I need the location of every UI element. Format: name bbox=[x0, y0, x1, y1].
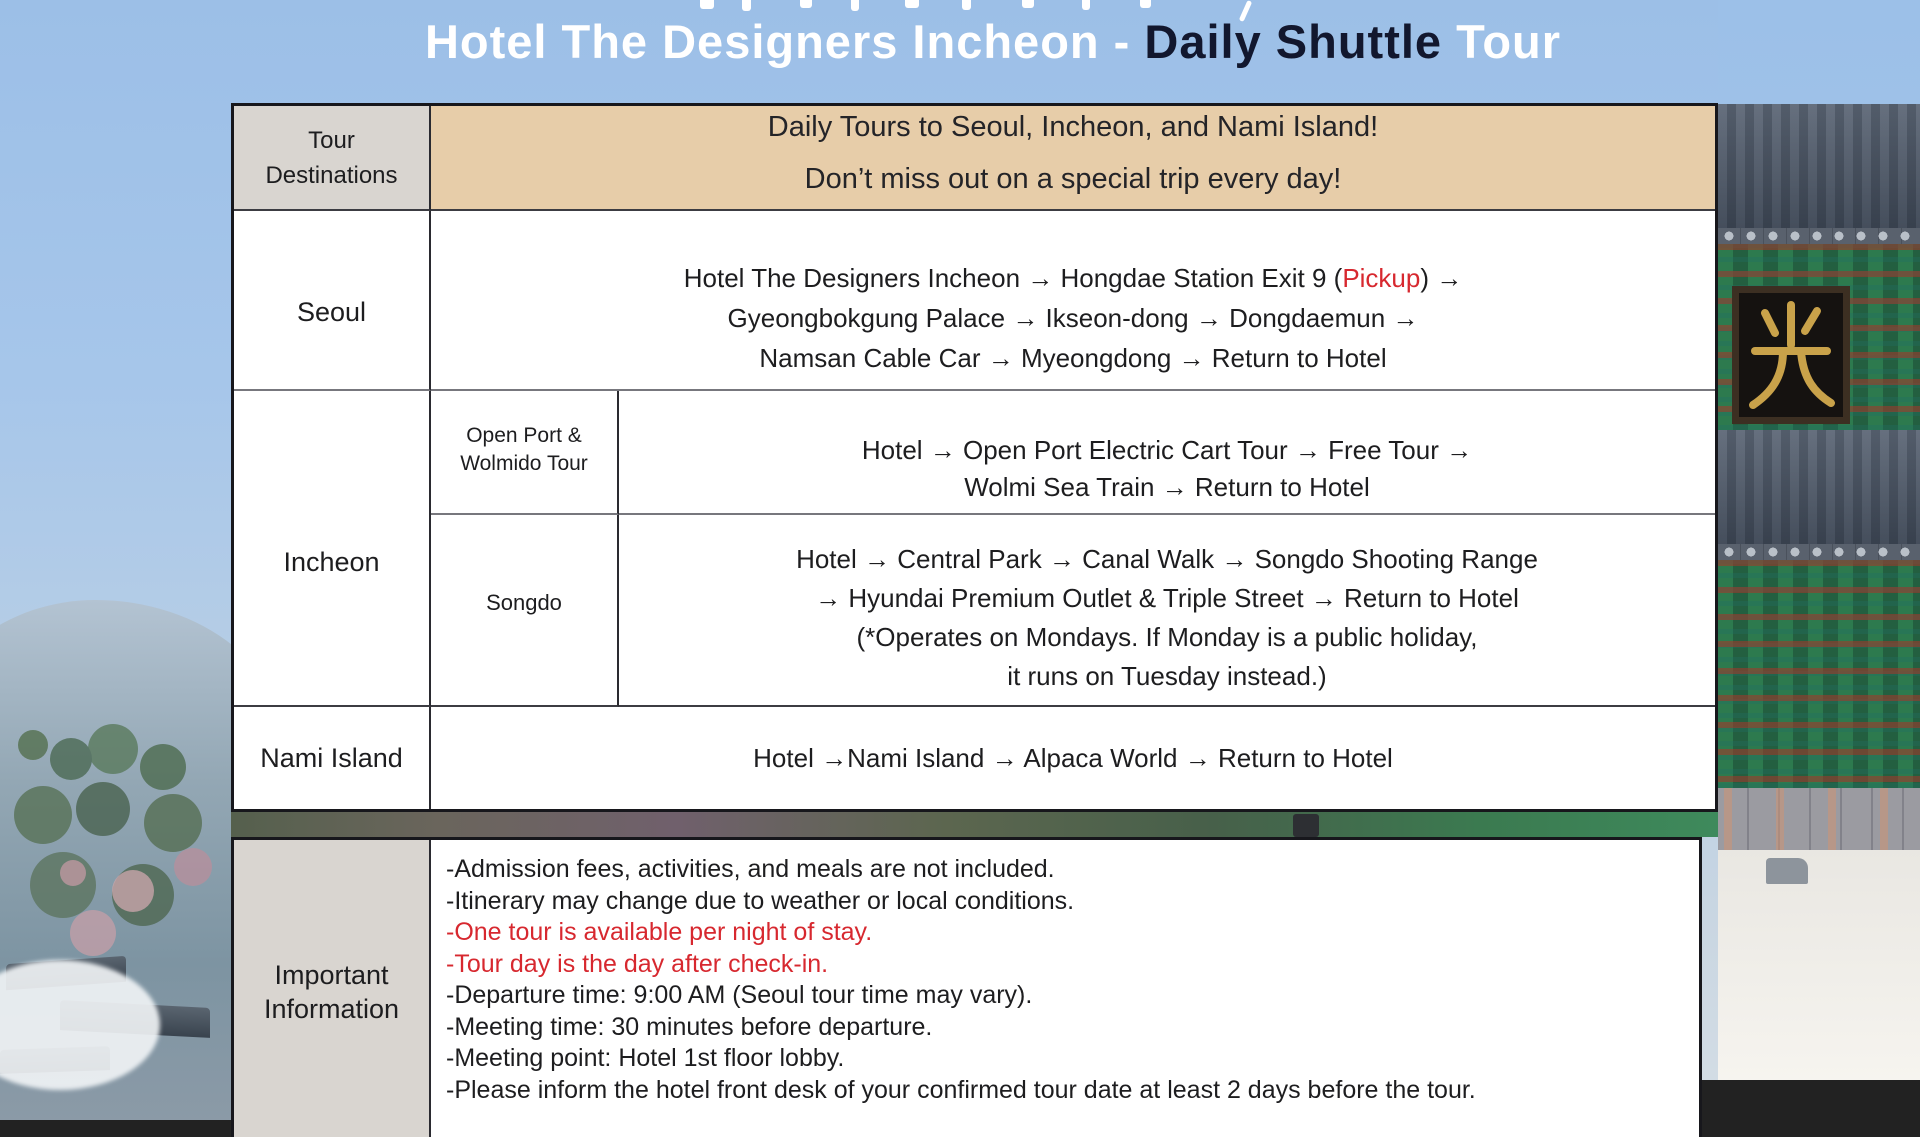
nami-line1: Hotel →Nami Island → Alpaca World → Return to Hotel bbox=[753, 742, 1393, 773]
seoul-line1-pre: Hotel The Designers Incheon → Hongdae Station Exit 9 ( bbox=[683, 263, 1343, 293]
palace-brick-band bbox=[1718, 788, 1920, 850]
open-port-line2: Wolmi Sea Train → Return to Hotel bbox=[964, 472, 1370, 502]
blossom-trees bbox=[60, 860, 86, 886]
important-info-text-cell bbox=[431, 840, 1699, 1137]
mountain-photo bbox=[0, 560, 238, 1080]
seoul-label-cell bbox=[234, 211, 431, 391]
info-line: -Please inform the hotel front desk of your confirmed tour date at least 2 days before the tour. bbox=[446, 1075, 1476, 1104]
info-line: -Admission fees, activities, and meals are not included. bbox=[446, 855, 1055, 883]
open-port-line1: Hotel → Open Port Electric Cart Tour → Free Tour → bbox=[861, 435, 1473, 465]
songdo-line1: Hotel → Central Park → Canal Walk → Songdo Shooting Range bbox=[796, 544, 1538, 574]
palace-wall bbox=[1718, 850, 1920, 1080]
nami-itinerary-cell bbox=[431, 707, 1715, 809]
important-info-label-line2: Information bbox=[263, 994, 400, 1024]
tour-table bbox=[231, 103, 1718, 812]
incheon-label: Incheon bbox=[283, 546, 380, 577]
important-info-label-line1: Important bbox=[274, 960, 389, 990]
important-info-label-cell bbox=[234, 840, 431, 1137]
open-port-itinerary-cell bbox=[619, 391, 1715, 515]
palace-roof-upper bbox=[1718, 104, 1920, 236]
palace-roof-lower bbox=[1718, 430, 1920, 552]
incheon-label-cell bbox=[234, 391, 431, 707]
seoul-line1-pickup: Pickup bbox=[1342, 263, 1421, 293]
header-label-line1: Tour bbox=[308, 126, 355, 154]
info-line: -Itinerary may change due to weather or local conditions. bbox=[446, 886, 1075, 915]
palace-plaque bbox=[1732, 286, 1850, 424]
nami-label: Nami Island bbox=[260, 742, 403, 773]
songdo-line4: it runs on Tuesday instead.) bbox=[1007, 661, 1327, 691]
songdo-label-cell bbox=[431, 515, 619, 707]
banner-line2: Don’t miss out on a special trip every day! bbox=[804, 162, 1342, 195]
seoul-line3: Namsan Cable Car → Myeongdong → Return to Hotel bbox=[759, 343, 1387, 373]
tour-destinations-header-cell bbox=[234, 106, 431, 211]
title-daily-shuttle: Daily Shuttle bbox=[1144, 15, 1443, 68]
info-line: -Departure time: 9:00 AM (Seoul tour time may vary). bbox=[446, 981, 1033, 1009]
songdo-label: Songdo bbox=[486, 589, 562, 615]
seoul-line1-post: ) → bbox=[1420, 263, 1463, 293]
banner-cell bbox=[431, 106, 1715, 211]
poster-title bbox=[66, 14, 1920, 69]
header-label-line2: Destinations bbox=[265, 161, 398, 189]
info-line: -Meeting point: Hotel 1st floor lobby. bbox=[446, 1044, 845, 1072]
songdo-line3: (*Operates on Mondays. If Monday is a public holiday, bbox=[856, 622, 1478, 652]
songdo-line2: → Hyundai Premium Outlet & Triple Street → Return to Hotel bbox=[815, 583, 1519, 613]
palace-eaves-lower bbox=[1718, 560, 1920, 788]
open-port-label-line1: Open Port & bbox=[466, 424, 582, 447]
wall-spout bbox=[1766, 858, 1808, 884]
photo-strip bbox=[231, 812, 1718, 837]
seoul-itinerary-cell bbox=[431, 211, 1715, 391]
open-port-label-line2: Wolmido Tour bbox=[460, 452, 588, 475]
nami-label-cell bbox=[234, 707, 431, 809]
info-line: -Tour day is the day after check-in. bbox=[446, 949, 829, 978]
seoul-line2: Gyeongbokgung Palace → Ikseon-dong → Dongdaemun → bbox=[727, 303, 1419, 333]
info-line: -Meeting time: 30 minutes before departure. bbox=[446, 1012, 933, 1041]
open-port-label-cell bbox=[431, 391, 619, 515]
title-tour: Tour bbox=[1442, 15, 1562, 68]
palace-photo bbox=[1718, 0, 1920, 1080]
info-table bbox=[231, 837, 1702, 1137]
seoul-line1 bbox=[684, 258, 1463, 298]
info-line: -One tour is available per night of stay. bbox=[446, 918, 873, 946]
trees bbox=[18, 730, 48, 760]
palace-plaque-icon bbox=[1739, 293, 1843, 417]
lamp-icon bbox=[1293, 814, 1319, 837]
seoul-label: Seoul bbox=[296, 296, 367, 327]
title-hotel-name: Hotel The Designers Incheon - bbox=[424, 15, 1145, 68]
banner-line1: Daily Tours to Seoul, Incheon, and Nami Island! bbox=[767, 110, 1379, 143]
songdo-itinerary-cell bbox=[619, 515, 1715, 707]
